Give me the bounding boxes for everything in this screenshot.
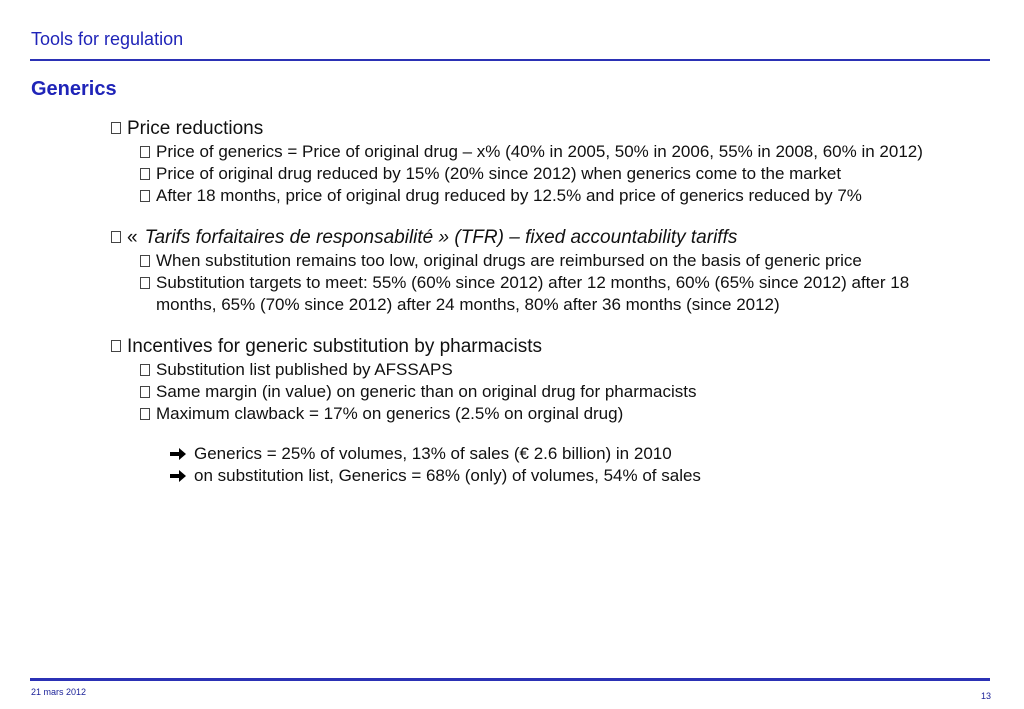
square-bullet-icon bbox=[140, 386, 150, 398]
square-bullet-icon bbox=[140, 364, 150, 376]
incentives-heading bbox=[111, 334, 961, 359]
list-item bbox=[140, 359, 961, 381]
square-bullet-icon bbox=[140, 168, 150, 180]
list-item bbox=[140, 141, 961, 163]
list-item bbox=[140, 250, 961, 272]
conclusion-text: on substitution list, Generics = 68% (only) of volumes, 54% of sales bbox=[194, 466, 701, 485]
list-item-text: Same margin (in value) on generic than on original drug for pharmacists bbox=[156, 382, 697, 401]
list-item bbox=[140, 163, 961, 185]
square-bullet-icon bbox=[140, 190, 150, 202]
tfr-block bbox=[111, 225, 961, 316]
footer-divider bbox=[30, 678, 990, 681]
square-bullet-icon bbox=[111, 122, 121, 134]
conclusions bbox=[111, 443, 961, 487]
list-item-text: When substitution remains too low, original drugs are reimbursed on the basis of generic price bbox=[156, 251, 862, 270]
list-item-text: Substitution targets to meet: 55% (60% since 2012) after 12 months, 60% (65% since 2012) after 18 months, 65% (70% since 2012) after 24 months, 80% after 36 months (since 2012) bbox=[156, 273, 910, 314]
main-content bbox=[111, 116, 961, 487]
square-bullet-icon bbox=[111, 231, 121, 243]
tfr-prefix: « bbox=[127, 227, 138, 248]
price-reductions-title: Price reductions bbox=[127, 118, 264, 139]
list-item bbox=[140, 381, 961, 403]
right-arrow-icon bbox=[169, 447, 187, 461]
square-bullet-icon bbox=[140, 277, 150, 289]
incentives-title: Incentives for generic substitution by pharmacists bbox=[127, 336, 543, 357]
section-title: Generics bbox=[31, 78, 117, 100]
list-item-text: After 18 months, price of original drug reduced by 12.5% and price of generics reduced by 7% bbox=[156, 186, 862, 205]
conclusion-line bbox=[169, 443, 961, 465]
list-item-text: Substitution list published by AFSSAPS bbox=[156, 360, 453, 379]
footer-date: 21 mars 2012 bbox=[31, 687, 87, 697]
price-reductions-block bbox=[111, 116, 961, 207]
conclusion-line bbox=[169, 465, 961, 487]
square-bullet-icon bbox=[140, 255, 150, 267]
header-title: Tools for regulation bbox=[31, 29, 184, 49]
tfr-heading bbox=[111, 225, 961, 250]
list-item-text: Maximum clawback = 17% on generics (2.5% on orginal drug) bbox=[156, 404, 624, 423]
square-bullet-icon bbox=[111, 340, 121, 352]
square-bullet-icon bbox=[140, 408, 150, 420]
square-bullet-icon bbox=[140, 146, 150, 158]
price-reductions-heading bbox=[111, 116, 961, 141]
list-item bbox=[140, 185, 961, 207]
conclusion-text: Generics = 25% of volumes, 13% of sales (€ 2.6 billion) in 2010 bbox=[194, 444, 672, 463]
list-item bbox=[140, 272, 961, 316]
page-number: 13 bbox=[980, 691, 991, 701]
list-item-text: Price of original drug reduced by 15% (20% since 2012) when generics come to the market bbox=[156, 164, 842, 183]
incentives-block bbox=[111, 334, 961, 425]
right-arrow-icon bbox=[169, 469, 187, 483]
header-divider bbox=[30, 59, 990, 61]
tfr-title: Tarifs forfaitaires de responsabilité » (TFR) – fixed accountability tariffs bbox=[144, 227, 738, 248]
list-item bbox=[140, 403, 961, 425]
list-item-text: Price of generics = Price of original drug – x% (40% in 2005, 50% in 2006, 55% in 2008, 60% in 2012) bbox=[156, 142, 923, 161]
